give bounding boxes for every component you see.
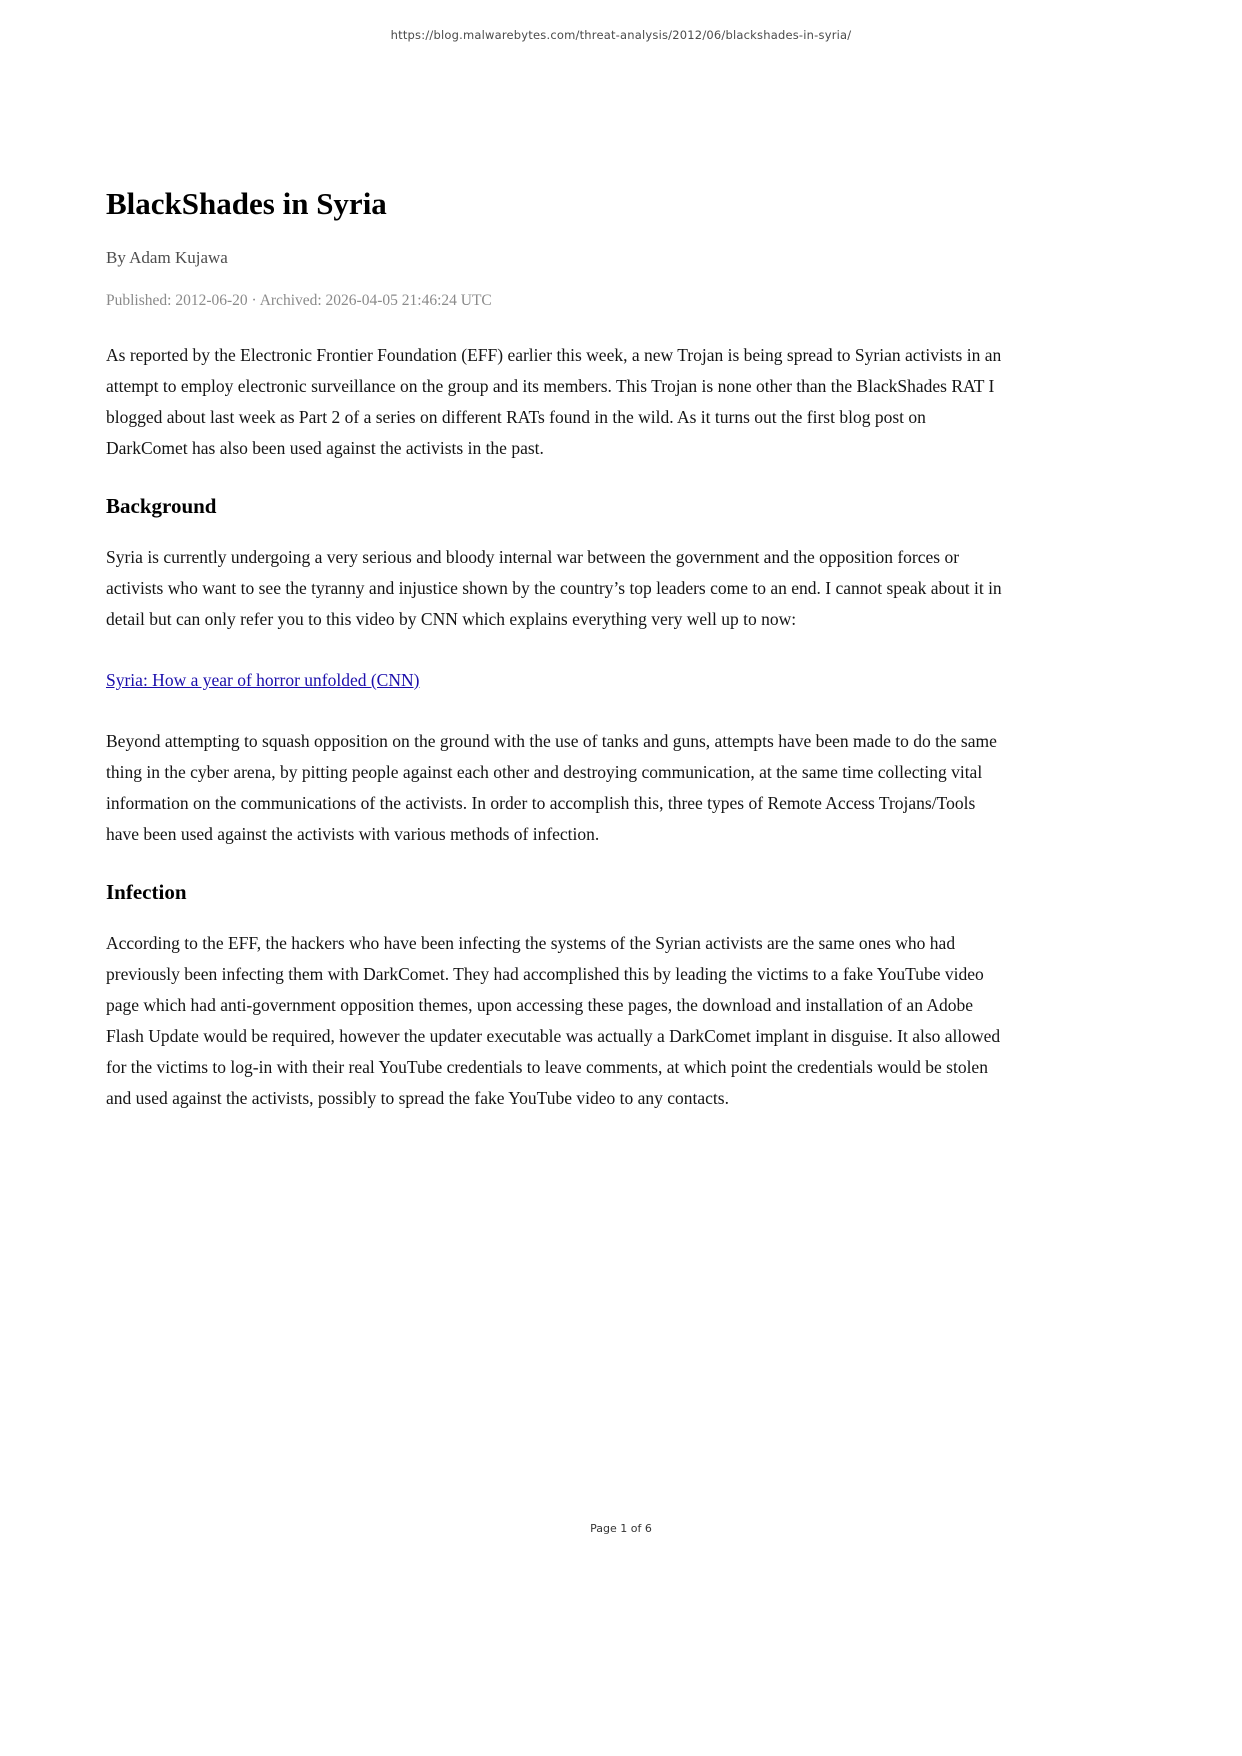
byline: By Adam Kujawa (106, 248, 228, 267)
cnn-link-paragraph (106, 665, 1003, 696)
publish-meta: Published: 2012-06-20 · Archived: 2026-04-05 21:46:24 UTC (106, 292, 492, 309)
infection-paragraph: According to the EFF, the hackers who have been infecting the systems of the Syrian activists are the same ones who had previously been infecting them with DarkComet. They had accomplished this by leading the victims to a fake YouTube video page which had anti-government opposition themes, upon accessing these pages, the download and installation of an Adobe Flash Update would be required, however the updater executable was actually a DarkComet implant in disguise. It also allowed for the victims to log-in with their real YouTube credentials to leave comments, at which point the credentials would be stolen and used against the activists, possibly to spread the fake YouTube video to any contacts. (106, 933, 1001, 1108)
page-title: BlackShades in Syria (106, 186, 387, 221)
cnn-video-link[interactable]: Syria: How a year of horror unfolded (CNN) (106, 670, 420, 690)
article (106, 186, 1003, 1144)
cyber-arena-paragraph: Beyond attempting to squash opposition on the ground with the use of tanks and guns, attempts have been made to do the same thing in the cyber arena, by pitting people against each other and destroying communication, at the same time collecting vital information on the communications of the activists. In order to accomplish this, three types of Remote Access Trojans/Tools have been used against the activists with various methods of infection. (106, 731, 997, 844)
background-paragraph: Syria is currently undergoing a very serious and bloody internal war between the government and the opposition forces or activists who want to see the tyranny and injustice shown by the country’s top leaders come to an end. I cannot speak about it in detail but can only refer you to this video by CNN which explains everything very well up to now: (106, 547, 1002, 629)
intro-paragraph: As reported by the Electronic Frontier Foundation (EFF) earlier this week, a new Trojan is being spread to Syrian activists in an attempt to employ electronic surveillance on the group and its members. This Trojan is none other than the BlackShades RAT I blogged about last week as Part 2 of a series on different RATs found in the wild. As it turns out the first blog post on DarkComet has also been used against the activists in the past. (106, 345, 1002, 458)
print-header-url: https://blog.malwarebytes.com/threat-analysis/2012/06/blackshades-in-syria/ (390, 28, 852, 42)
section-heading-background: Background (106, 494, 217, 518)
section-heading-infection: Infection (106, 880, 187, 904)
page-number: Page 1 of 6 (590, 1522, 652, 1535)
